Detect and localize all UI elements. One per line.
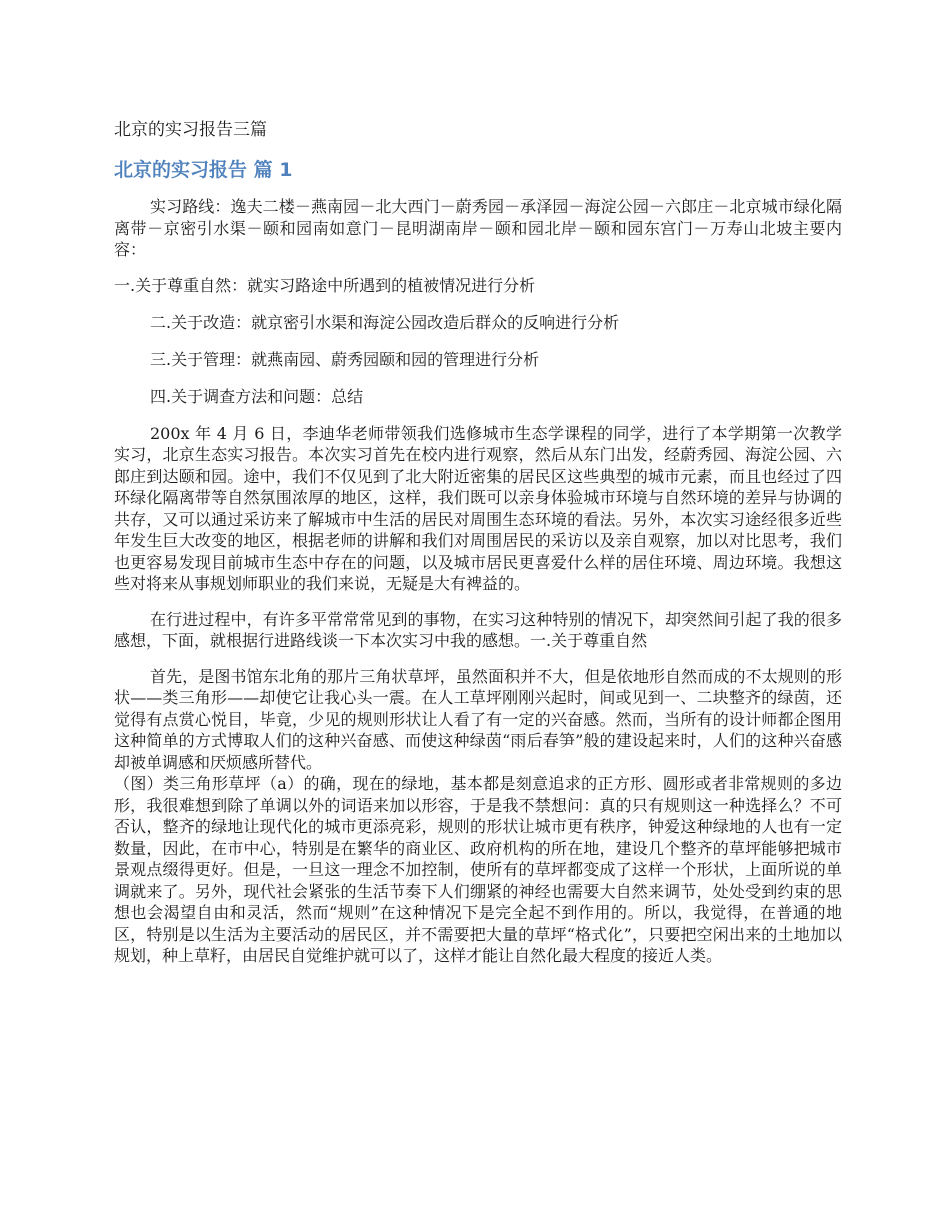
point-1: 一.关于尊重自然：就实习路途中所遇到的植被情况进行分析 <box>114 275 536 295</box>
paragraph-4: （图）类三角形草坪（a）的确，现在的绿地，基本都是刻意追求的正方形、圆形或者非常规则的多边形，我很难想到除了单调以外的词语来加以形容，于是我不禁想问：真的只有规则这一种选择么？不可否认，整齐的绿地让现代化的城市更添亮彩，规则的形状让城市更有秩序，钟爱这种绿地的人也有一定数量，因此，在市中心，特别是在繁华的商业区、政府机构的所在地，建设几个整齐的草坪能够把城市景观点缀得更好。但是，一旦这一理念不加控制，使所有的草坪都变成了这样一个形状，上面所说的单调就来了。另外，现代社会紧张的生活节奏下人们绷紧的神经也需要大自然来调节，处处受到约束的思想也会渴望自由和灵活，然而“规则”在这种情况下是完全起不到作用的。所以，我觉得，在普通的地区，特别是以生活为主要活动的居民区，并不需要把大量的草坪“格式化”，只要把空闲出来的土地加以规划，种上草籽，由居民自觉维护就可以了，这样才能让自然化最大程度的接近人类。 <box>114 774 842 965</box>
point-2: 二.关于改造：就京密引水渠和海淀公园改造后群众的反响进行分析 <box>150 312 620 332</box>
paragraph-3: 首先，是图书馆东北角的那片三角状草坪，虽然面积并不大，但是依地形自然而成的不太规则的形状——类三角形——却使它让我心头一震。在人工草坪刚刚兴起时，间或见到一、二块整齐的绿茵，还觉得有点赏心悦目，毕竟，少见的规则形状让人看了有一定的兴奋感。然而，当所有的设计师都企图用这种简单的方式博取人们的这种兴奋感、而使这种绿茵“雨后春笋”般的建设起来时，人们的这种兴奋感却被单调感和厌烦感所替代。 <box>114 666 842 772</box>
point-4: 四.关于调查方法和问题：总结 <box>150 386 364 406</box>
section-heading: 北京的实习报告 篇 1 <box>114 159 293 181</box>
point-3: 三.关于管理：就燕南园、蔚秀园颐和园的管理进行分析 <box>150 349 540 369</box>
paragraph-1: 200x 年 4 月 6 日，李迪华老师带领我们选修城市生态学课程的同学，进行了本学期第一次教学实习，北京生态实习报告。本次实习首先在校内进行观察，然后从东门出发，经蔚秀园、海淀公园、六郎庄到达颐和园。途中，我们不仅见到了北大附近密集的居民区这些典型的城市元素，而且也经过了四环绿化隔离带等自然氛围浓厚的地区，这样，我们既可以亲身体验城市环境与自然环境的差异与协调的共存，又可以通过采访来了解城市中生活的居民对周围生态环境的看法。另外，本次实习途经很多近些年发生巨大改变的地区，根据老师的讲解和我们对周围居民的采访以及亲自观察，加以对比思考，我们也更容易发现目前城市生态中存在的问题，以及城市居民更喜爱什么样的居住环境、周边环境。我想这些对将来从事规划师职业的我们来说，无疑是大有裨益的。 <box>114 423 842 593</box>
paragraph-2: 在行进过程中，有许多平常常常见到的事物，在实习这种特别的情况下，却突然间引起了我的很多感想，下面，就根据行进路线谈一下本次实习中我的感想。一.关于尊重自然 <box>114 609 842 650</box>
route-paragraph: 实习路线：逸夫二楼－燕南园－北大西门－蔚秀园－承泽园－海淀公园－六郎庄－北京城市绿化隔离带－京密引水渠－颐和园南如意门－昆明湖南岸－颐和园北岸－颐和园东宫门－万寿山北坡主要内容： <box>114 197 842 259</box>
document-page <box>114 118 842 981</box>
document-title: 北京的实习报告三篇 <box>114 120 267 140</box>
